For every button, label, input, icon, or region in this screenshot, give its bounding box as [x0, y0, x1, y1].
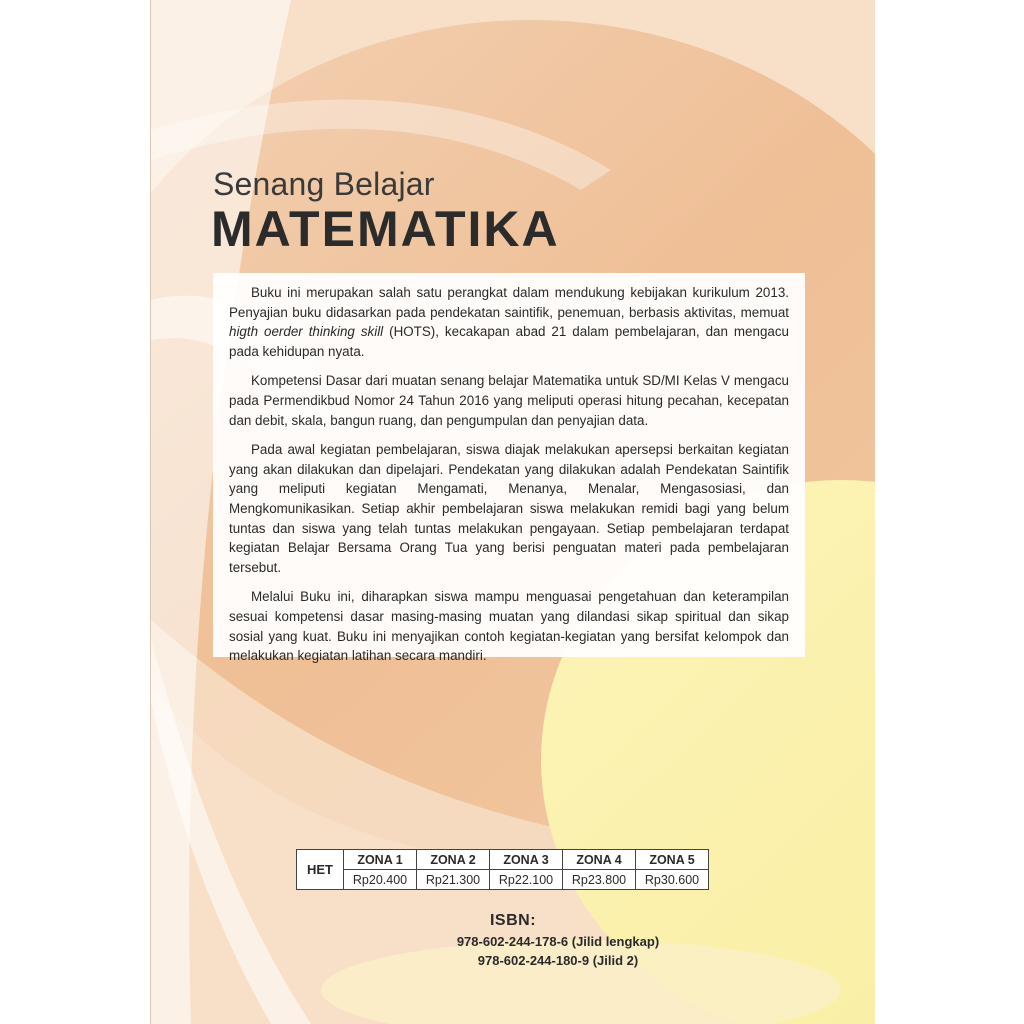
zone-price: Rp20.400: [344, 870, 417, 890]
isbn-number-complete: 978-602-244-178-6 (Jilid lengkap): [456, 934, 660, 949]
description-paragraph-1: Buku ini merupakan salah satu perangkat dalam mendukung kebijakan kurikulum 2013. Penyajian buku didasarkan pada pendekatan saintifik, penemuan, berbasis aktivitas, memuat higth oerder thinking skill (HOTS), kecakapan abad 21 dalam pembelajaran, dan mengacu pada kehidupan nyata.: [229, 285, 789, 359]
het-label: HET: [297, 850, 344, 890]
isbn-number-volume: 978-602-244-180-9 (Jilid 2): [477, 953, 639, 968]
zone-header: ZONA 2: [417, 850, 490, 870]
zone-header: ZONA 4: [563, 850, 636, 870]
book-back-cover: [150, 0, 875, 1024]
zone-price: Rp21.300: [417, 870, 490, 890]
het-price-row: [297, 870, 709, 890]
description-paragraph-2: Kompetensi Dasar dari muatan senang belajar Matematika untuk SD/MI Kelas V mengacu pada Permendikbud Nomor 24 Tahun 2016 yang meliputi operasi hitung pecahan, kecepatan dan debit, skala, bangun ruang, dan pengumpulan dan penyajian data.: [229, 373, 789, 428]
zone-price: Rp30.600: [636, 870, 709, 890]
het-price-table: [296, 849, 709, 890]
zone-header: ZONA 1: [344, 850, 417, 870]
zone-header: ZONA 5: [636, 850, 709, 870]
description-paragraph-4: Melalui Buku ini, diharapkan siswa mampu menguasai pengetahuan dan keterampilan sesuai kompetensi dasar masing-masing muatan yang dilandasi sikap spiritual dan sikap sosial yang kuat. Buku ini menyajikan contoh kegiatan-kegiatan yang bersifat kelompok dan melakukan kegiatan latihan secara mandiri.: [229, 589, 789, 664]
description-paragraph-3: Pada awal kegiatan pembelajaran, siswa diajak melakukan apersepsi berkaitan kegiatan yang akan dilakukan dan dipelajari. Pendekatan yang dilakukan adalah Pendekatan Saintifik yang meliputi kegiatan Mengamati, Menanya, Menalar, Mengasosiasi, dan Mengkomunikasikan. Setiap akhir pembelajaran siswa melakukan remidi bagi yang belum tuntas dan siswa yang telah tuntas melakukan pengayaan. Setiap pembelajaran terdapat kegiatan Belajar Bersama Orang Tua yang berisi penguatan materi pada pembelajaran tersebut.: [229, 442, 789, 575]
zone-price: Rp22.100: [490, 870, 563, 890]
book-title: MATEMATIKA: [211, 201, 560, 257]
book-description: [213, 273, 805, 664]
zone-header: ZONA 3: [490, 850, 563, 870]
isbn-label: ISBN:: [489, 912, 537, 929]
series-title: Senang Belajar: [213, 166, 435, 202]
zone-price: Rp23.800: [563, 870, 636, 890]
het-zone-row: [297, 850, 709, 870]
